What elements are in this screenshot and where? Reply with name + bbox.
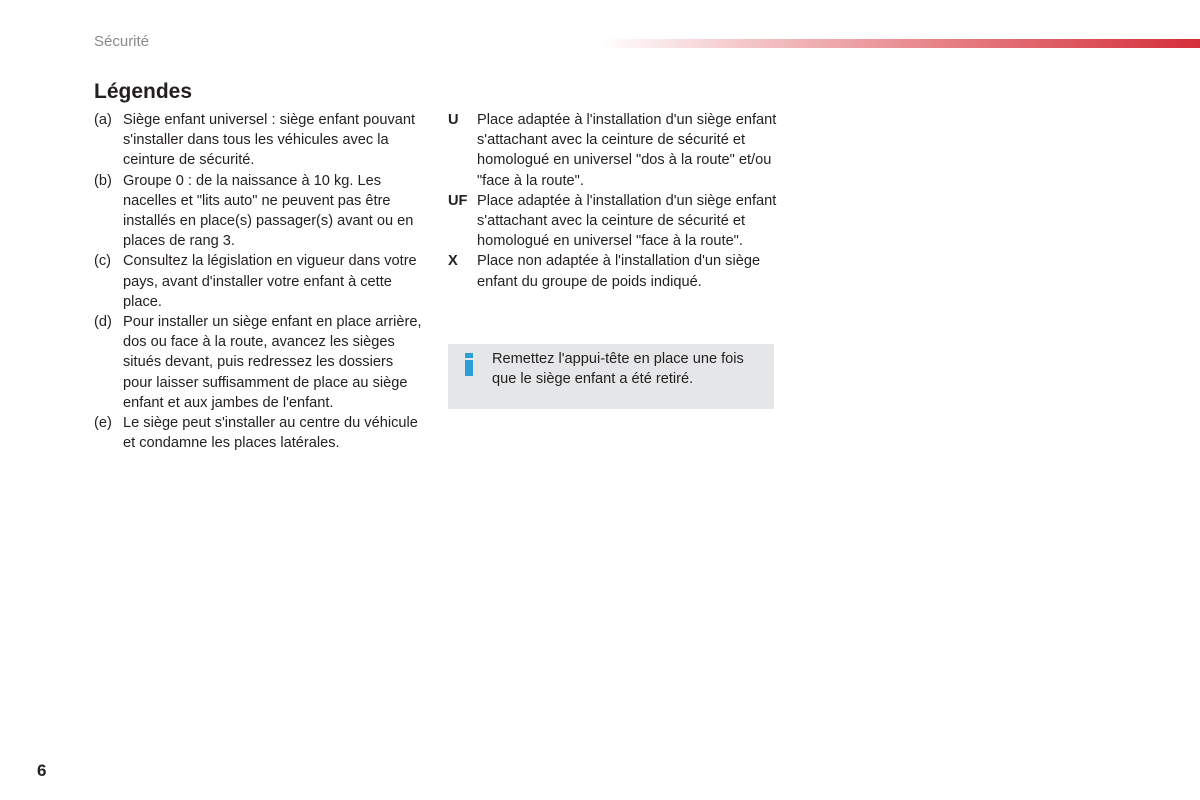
- legend-left-column: [94, 110, 424, 453]
- header-accent-bar: [600, 39, 1200, 48]
- legend-item-a: [94, 110, 424, 171]
- legend-text: Consultez la législation en vigueur dans votre pays, avant d'installer votre enfant à cette place.: [123, 253, 417, 310]
- legend-item-b: [94, 171, 424, 252]
- legend-key: (c): [94, 253, 112, 270]
- legend-code: UF: [448, 192, 468, 209]
- section-header: Sécurité: [94, 33, 150, 50]
- legend-item-uf: [448, 191, 778, 252]
- legend-item-x: [448, 251, 778, 291]
- legend-item-u: [448, 110, 778, 191]
- info-note-text: Remettez l'appui-tête en place une fois que le siège enfant a été retiré.: [492, 351, 744, 388]
- legend-text: Place adaptée à l'installation d'un siège enfant s'attachant avec la ceinture de sécurité et homologué en universel "face à la route".: [477, 192, 777, 250]
- page-title: Légendes: [94, 80, 193, 103]
- info-icon: [463, 353, 475, 376]
- page-number: 6: [37, 761, 47, 780]
- legend-code: X: [448, 253, 458, 270]
- legend-item-d: [94, 312, 424, 413]
- legend-key: (e): [94, 415, 112, 432]
- legend-text: Place non adaptée à l'installation d'un siège enfant du groupe de poids indiqué.: [477, 253, 761, 290]
- legend-key: (d): [94, 314, 112, 331]
- legend-item-e: [94, 413, 424, 453]
- legend-code: U: [448, 112, 459, 128]
- legend-text: Le siège peut s'installer au centre du véhicule et condamne les places latérales.: [123, 415, 418, 452]
- legend-text: Siège enfant universel : siège enfant pouvant s'installer dans tous les véhicules avec la ceinture de sécurité.: [123, 112, 416, 169]
- legend-text: Place adaptée à l'installation d'un siège enfant s'attachant avec la ceinture de sécurité et homologué en universel "dos à la route" et/ou "face à la route".: [477, 112, 777, 189]
- legend-right-column: [448, 110, 778, 292]
- info-note-box: [448, 344, 774, 409]
- legend-text: Pour installer un siège enfant en place arrière, dos ou face à la route, avancez les sièges situés devant, puis redressez les dossiers pour laisser suffisamment de place au siège enfant et aux jambes de l'enfant.: [123, 314, 422, 411]
- legend-key: (b): [94, 172, 112, 189]
- legend-text: Groupe 0 : de la naissance à 10 kg. Les nacelles et "lits auto" ne peuvent pas être installés en place(s) passager(s) avant ou en places de rang 3.: [123, 172, 414, 250]
- legend-item-c: [94, 251, 424, 312]
- legend-key: (a): [94, 112, 112, 128]
